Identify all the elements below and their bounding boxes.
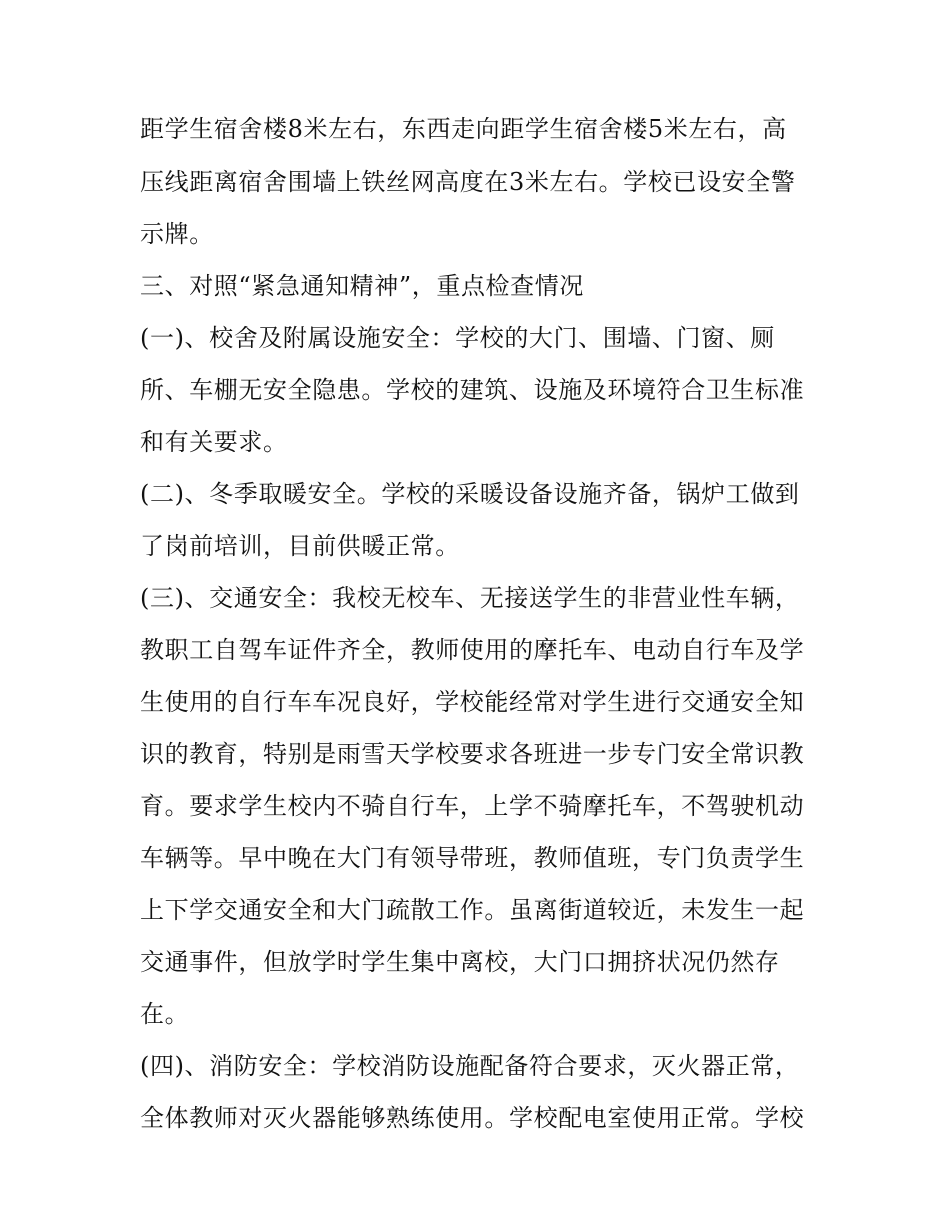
text-line: 示牌。 [140, 220, 214, 248]
text-line: 距学生宿舍楼8米左右，东西走向距学生宿舍楼5米左右，高 [140, 115, 787, 143]
text-line: 全体教师对灭火器能够熟练使用。学校配电室使用正常。学校 [140, 1104, 805, 1132]
text-line: 识的教育，特别是雨雪天学校要求各班进一步专门安全常识教 [140, 740, 805, 768]
text-line: 在。 [140, 1000, 190, 1028]
text-line: (三)、交通安全：我校无校车、无接送学生的非营业性车辆， [140, 584, 800, 612]
text-line: 交通事件，但放学时学生集中离校，大门口拥挤状况仍然存 [140, 948, 780, 976]
text-line: 教职工自驾车证件齐全，教师使用的摩托车、电动自行车及学 [140, 636, 805, 664]
text-line: 压线距离宿舍围墙上铁丝网高度在3米左右。学校已设安全警 [140, 168, 796, 196]
text-line: 上下学交通安全和大门疏散工作。虽离街道较近，未发生一起 [140, 896, 805, 924]
text-line: 育。要求学生校内不骑自行车，上学不骑摩托车，不驾驶机动 [140, 792, 805, 820]
text-line: 了岗前培训，目前供暖正常。 [140, 532, 460, 560]
text-line: 所、车棚无安全隐患。学校的建筑、设施及环境符合卫生标准 [140, 376, 805, 404]
text-line: (一)、校舍及附属设施安全：学校的大门、围墙、门窗、厕 [140, 324, 775, 352]
text-line: (四)、消防安全：学校消防设施配备符合要求，灭火器正常， [140, 1052, 800, 1080]
text-line: (二)、冬季取暖安全。学校的采暖设备设施齐备，锅炉工做到 [140, 480, 800, 508]
text-line: 和有关要求。 [140, 428, 288, 456]
section-heading: 三、对照“紧急通知精神”，重点检查情况 [140, 272, 584, 300]
text-line: 生使用的自行车车况良好，学校能经常对学生进行交通安全知 [140, 688, 805, 716]
text-line: 车辆等。早中晚在大门有领导带班，教师值班，专门负责学生 [140, 844, 805, 872]
